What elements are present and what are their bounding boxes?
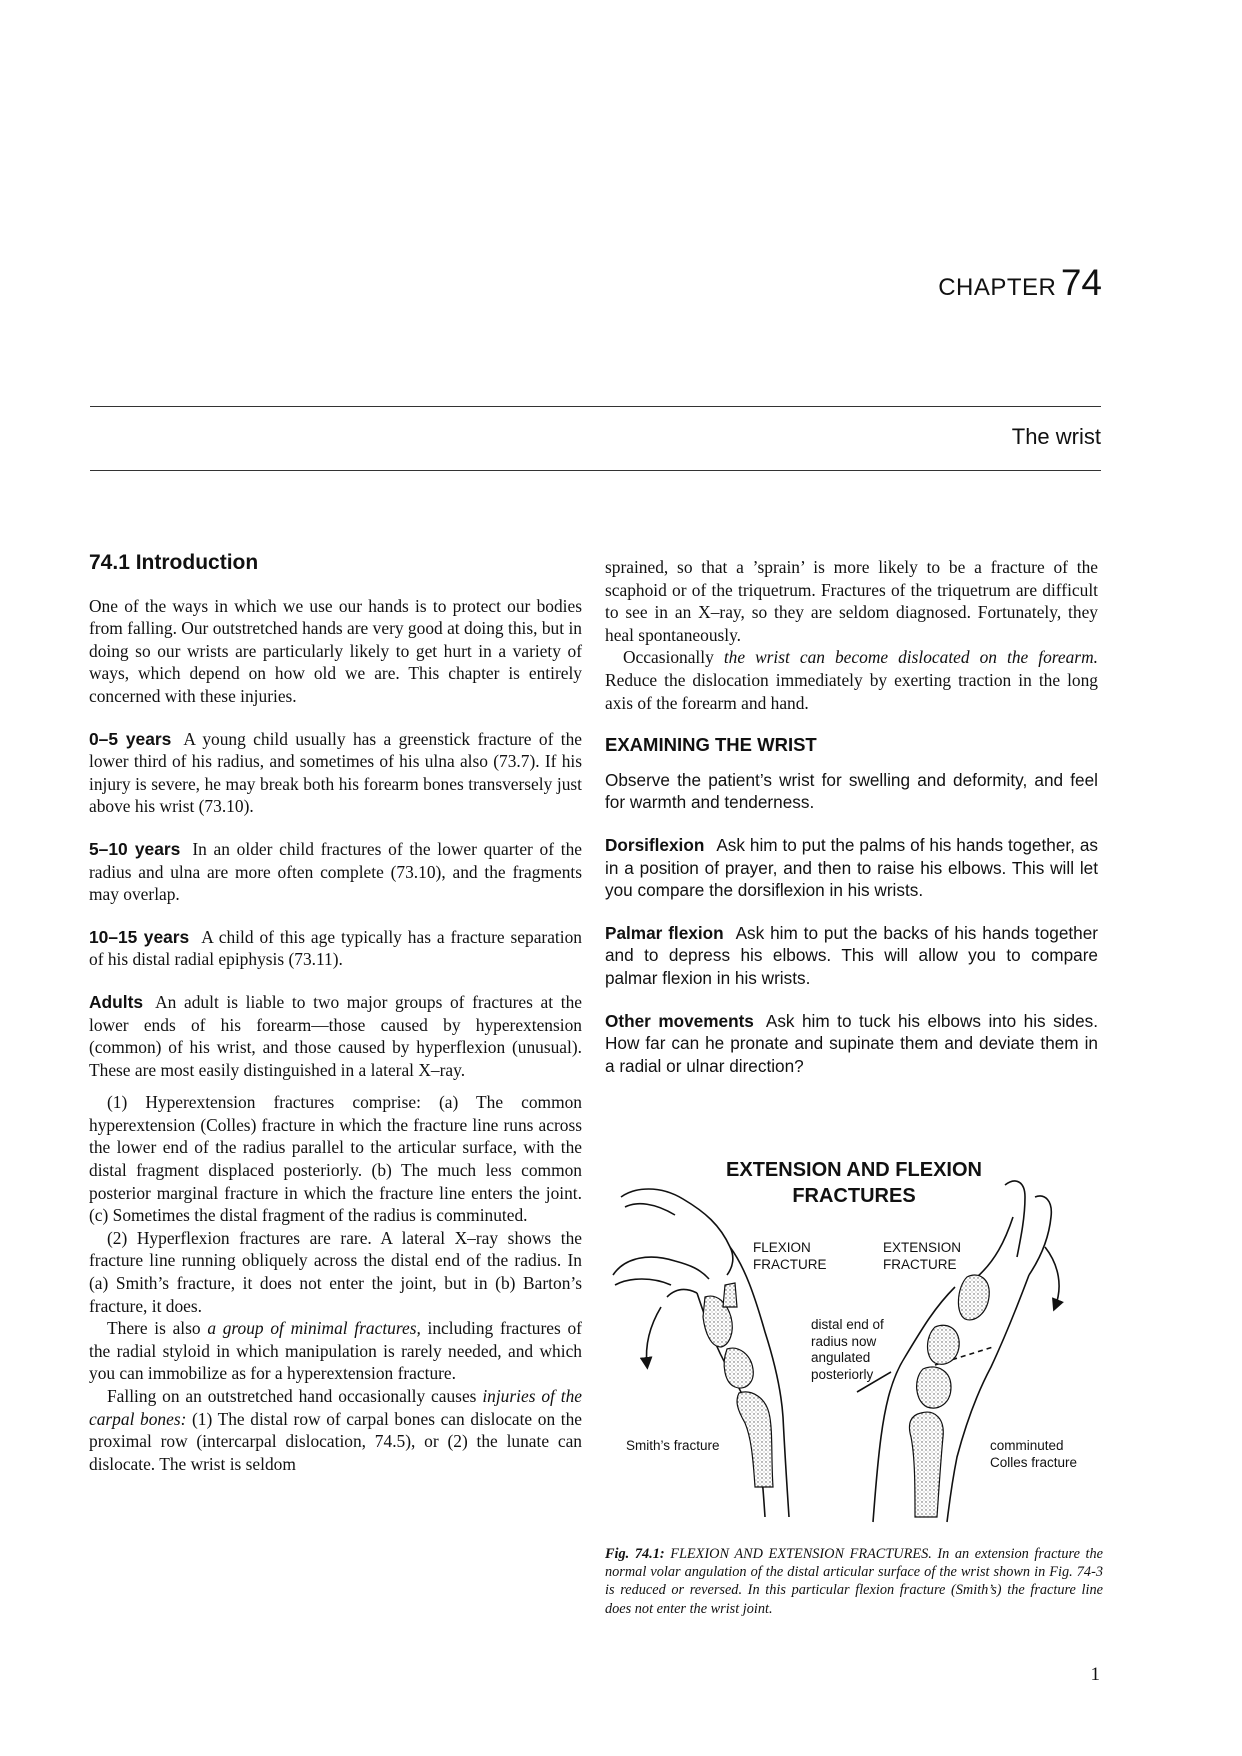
carpal-paragraph: Falling on an outstretched hand occasionally causes injuries of the carpal bones: (1) The distal row of carpal bones can dislocate on the proximal row (intercarpal dislocation, 74.5), or (2) the lunate can dislocate. The wrist is seldom [89,1386,582,1474]
age-text: In an older child fractures of the lower quarter of the radius and ulna are more often complete (73.10), and the fragments may overlap. [89,838,582,905]
hyperflexion-paragraph: (2) Hyperflexion fractures are rare. A lateral X–ray shows the fracture line running obliquely across the distal end of the radius. In (a) Smith’s fracture, it does not enter the joint, but in (b) Barton’s fracture, it does. [89,1227,582,1316]
age-text: A young child usually has a greenstick fracture of the lower third of his radius, and sometimes of his ulna also (73.7). If his injury is severe, he may break both his forearm bones transversely just above his wrist (73.10). [89,728,582,817]
movement-dorsiflexion: Dorsiflexion Ask him to put the palms of his hands together, as in a position of prayer, and then to raise his elbows. This will let you compare the dorsiflexion in his wrists. [605,834,1098,901]
chapter-heading [938,262,1102,304]
dislocation-paragraph: Occasionally the wrist can become dislocated on the forearm. Reduce the dislocation immediately by exerting traction in the long axis of the forearm and hand. [605,647,1098,713]
age-label: 5–10 years [89,838,181,859]
chapter-word: CHAPTER [938,274,1057,301]
figure-caption [605,1545,1103,1618]
caption-text: FLEXION AND EXTENSION FRACTURES. In an extension fracture the normal volar angulation of the distal articular surface of the wrist shown in Fig. 74-3 is reduced or reversed. In this particular flexion fracture (Smith’s) the fracture line does not enter the wrist joint. [605,1546,1103,1617]
hyperextension-paragraph: (1) Hyperextension fractures comprise: (a) The common hyperextension (Colles) fracture in which the fracture line runs across the lower end of the radius parallel to the articular surface, with the distal fragment displaced posteriorly. (b) The much less common posterior marginal fracture in which the fracture line enters the joint. (c) Sometimes the distal fragment of the radius is comminuted. [89,1092,582,1226]
age-paragraph-10-15 [89,926,582,971]
age-label: 0–5 years [89,728,172,749]
age-text: A child of this age typically has a fracture separation of his distal radial epiphysis (73.11). [89,926,582,970]
label-distal-end: distal end of radius now angulated posteriorly [811,1317,884,1382]
movement-palmar-flexion: Palmar flexion Ask him to put the backs of his hands together and to depress his elbows. This will allow you to compare palmar flexion in his wrists. [605,922,1098,988]
age-paragraph-0-5 [89,728,582,818]
top-rule [90,406,1101,407]
section-heading: 74.1 Introduction [89,551,259,574]
page-number: 1 [1090,1664,1100,1685]
exam-heading: EXAMINING THE WRIST [605,734,817,756]
age-paragraph-5-10 [89,838,582,906]
exam-intro: Observe the patient’s wrist for swelling and deformity, and feel for warmth and tenderness. [605,769,1098,813]
age-text: An adult is liable to two major groups of fractures at the lower ends of his forearm—those caused by hyperextension (common) of his wrist, and those caused by hyperflexion (unusual). These are most easily distinguished in a lateral X–ray. [89,991,582,1080]
label-extension-fracture: EXTENSION FRACTURE [883,1240,962,1272]
bottom-rule [90,470,1101,471]
fracture-figure [605,1157,1103,1527]
label-flexion-fracture: FLEXION FRACTURE [753,1240,827,1272]
continuation-paragraph: sprained, so that a ’sprain’ is more likely to be a fracture of the scaphoid or of the triquetrum. Fractures of the triquetrum are difficult to see in an X–ray, so they are seldom diagnosed. Fortunately, they heal spontaneously. [605,557,1098,645]
chapter-title: The wrist [1011,424,1101,449]
label-colles-fracture: comminuted Colles fracture [990,1438,1078,1470]
age-label: Adults [89,991,144,1012]
minimal-fractures-paragraph: There is also a group of minimal fractures, including fractures of the radial styloid in which manipulation is rarely needed, and which you can immobilize as for a hyperextension fracture. [89,1318,582,1384]
age-label: 10–15 years [89,926,190,947]
figure-title: EXTENSION AND FLEXION FRACTURES [726,1159,982,1207]
movement-other: Other movements Ask him to tuck his elbows into his sides. How far can he pronate and supinate them and deviate them in a radial or ulnar direction? [605,1010,1098,1076]
right-column [605,556,1098,1077]
age-paragraph-adults [89,991,582,1081]
chapter-number: 74 [1060,262,1102,303]
caption-label: Fig. 74.1: [605,1546,665,1562]
label-smiths-fracture: Smith’s fracture [626,1438,720,1453]
left-bones [703,1283,773,1487]
left-column [89,552,582,1475]
intro-paragraph: One of the ways in which we use our hands is to protect our bodies from falling. Our outstretched hands are very good at doing this, but in doing so our wrists are particularly likely to get hurt in a variety of ways, which depend on how old we are. This chapter is entirely concerned with these injuries. [89,595,582,706]
